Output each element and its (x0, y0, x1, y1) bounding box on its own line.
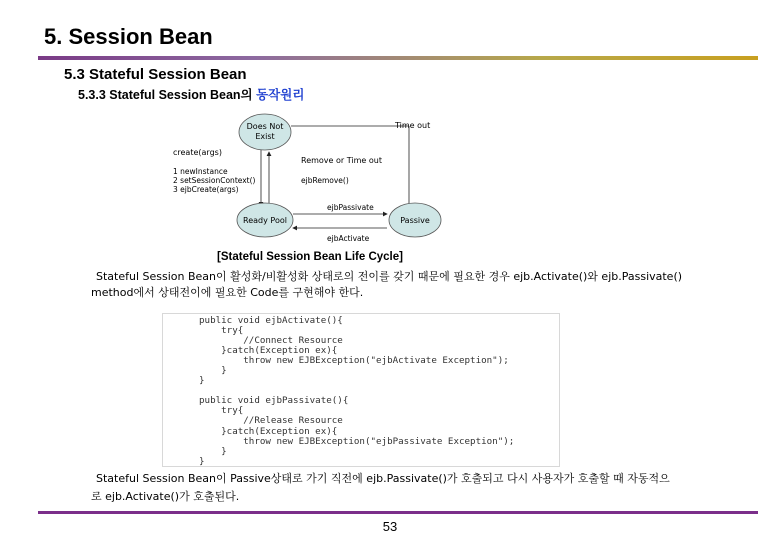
code-line: throw new EJBException("ejbActivate Exception"); (199, 355, 509, 367)
code-line: //Connect Resource (199, 335, 343, 347)
code-line: } (199, 445, 227, 457)
state-does-not-exist-line2: Exist (255, 132, 275, 141)
code-line: try{ (199, 325, 244, 337)
state-passive-label: Passive (400, 216, 430, 225)
page-number: 53 (382, 519, 398, 534)
ejb-activate-label: ejbActivate (327, 234, 370, 243)
code-line: }catch(Exception ex){ (199, 345, 338, 357)
section-heading: 5.3 Stateful Session Bean (64, 66, 247, 83)
paragraph-activation-line1: Stateful Session Bean이 활성화/비활성화 상태로의 전이를 갖기 때문에 필요한 경우 ejb.Activate()와 ejb.Passivate() (96, 270, 683, 283)
slide-title: 5. Session Bean (44, 24, 213, 49)
paragraph-activation (91, 269, 731, 301)
code-line: //Release Resource (199, 415, 343, 427)
footer-divider (38, 511, 758, 514)
ejb-passivate-label: ejbPassivate (327, 203, 374, 212)
remove-or-timeout-label: Remove or Time out (301, 156, 382, 165)
subsection-heading (78, 85, 304, 103)
paragraph-passivation-line1: Stateful Session Bean이 Passive상태로 가기 직전에 ejb.Passivate()가 호출되고 다시 사용자가 호출할 때 자동적으 (96, 472, 670, 485)
subsection-heading-korean: 동작원리 (256, 88, 305, 102)
state-does-not-exist-line1: Does Not (246, 122, 284, 131)
ejb-remove-label: ejbRemove() (301, 176, 349, 185)
code-listing (163, 314, 559, 467)
paragraph-activation-line2: method에서 상태전이에 필요한 Code를 구현해야 한다. (91, 286, 364, 299)
create-step-2: 2 setSessionContext() (173, 176, 256, 185)
paragraph-passivation (91, 470, 731, 506)
title-divider (38, 56, 758, 60)
code-line: }catch(Exception ex){ (199, 425, 338, 437)
lifecycle-diagram (165, 108, 460, 250)
code-line: } (199, 375, 205, 387)
create-step-3: 3 ejbCreate(args) (173, 185, 239, 194)
diagram-caption: [Stateful Session Bean Life Cycle] (217, 251, 403, 263)
paragraph-passivation-line2: 로 ejb.Activate()가 호출된다. (91, 490, 240, 503)
create-step-1: 1 newInstance (173, 167, 228, 176)
create-label: create(args) (173, 148, 222, 157)
code-line: try{ (199, 405, 244, 417)
code-sample (162, 313, 560, 467)
timeout-label: Time out (395, 121, 431, 130)
code-line: public void ejbActivate(){ (199, 315, 343, 326)
code-line: throw new EJBException("ejbPassivate Exception"); (199, 435, 515, 447)
code-line: } (199, 455, 205, 467)
state-ready-pool-label: Ready Pool (243, 216, 287, 225)
code-line: public void ejbPassivate(){ (199, 395, 349, 407)
code-line: } (199, 365, 227, 377)
subsection-heading-prefix: 5.3.3 Stateful Session Bean의 (78, 88, 257, 102)
